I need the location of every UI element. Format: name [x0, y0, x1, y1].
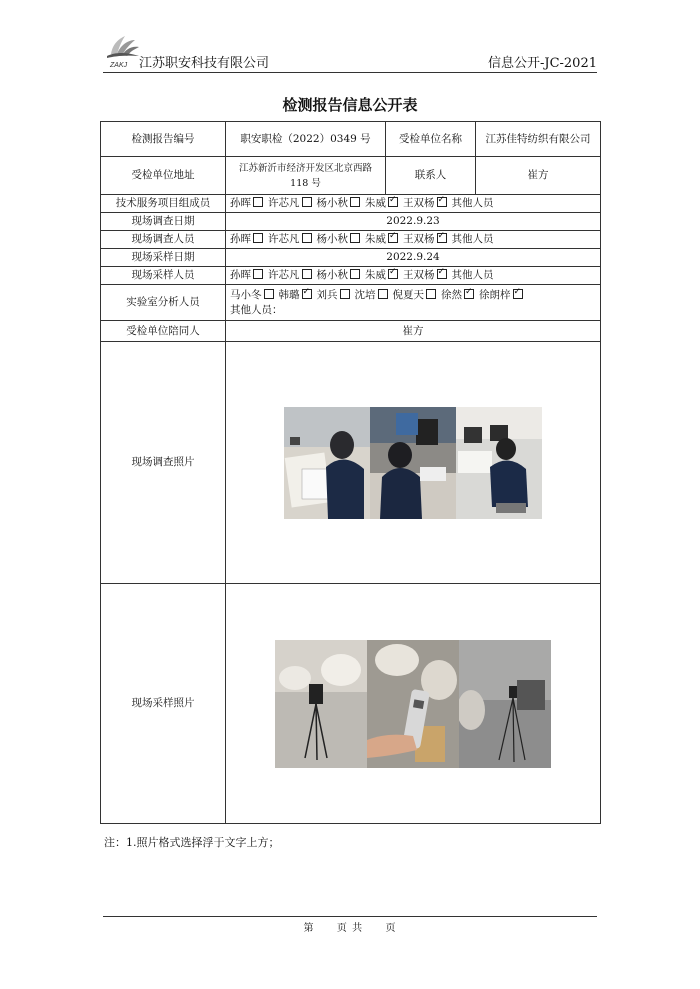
sampling-photo-3 [459, 640, 551, 768]
staff-name: 杨小秋 [316, 197, 348, 209]
staff-entry [317, 269, 366, 281]
staff-entry [317, 233, 366, 245]
sampling-date: 2022.9.24 [226, 249, 601, 267]
staff-name: 孙晖 [230, 269, 251, 281]
staff-name: 许芯凡 [268, 233, 300, 245]
sampling-photo-2 [367, 640, 459, 768]
report-no: 职安职检（2022）0349 号 [226, 122, 386, 157]
staff-name: 杨小秋 [316, 233, 348, 245]
staff-entry [441, 289, 479, 301]
footer-pages: 页 [385, 923, 397, 934]
footnote: 注：1.照片格式选择浮于文字上方； [104, 836, 280, 849]
staff-name: 朱威 [365, 233, 386, 245]
survey-photo-2 [370, 407, 456, 519]
checked-box-icon [437, 233, 447, 243]
staff-entry [279, 289, 317, 301]
checked-box-icon [388, 197, 398, 207]
info-table [100, 121, 601, 824]
checked-box-icon [388, 269, 398, 279]
staff-entry [452, 197, 494, 209]
sampling-photos [226, 584, 601, 824]
staff-entry [355, 289, 393, 301]
staff-entry [230, 269, 268, 281]
logo-text: ZAKJ [110, 62, 128, 69]
unchecked-box-icon [302, 233, 312, 243]
unchecked-box-icon [378, 289, 388, 299]
lab-staff-list [230, 288, 596, 303]
survey-photo-3 [456, 407, 542, 519]
unchecked-box-icon [426, 289, 436, 299]
unchecked-box-icon [253, 269, 263, 279]
page-title: 检测报告信息公开表 [282, 96, 418, 114]
escort: 崔方 [226, 321, 601, 342]
unchecked-box-icon [302, 197, 312, 207]
staff-entry [403, 269, 452, 281]
staff-entry [393, 289, 442, 301]
staff-entry [268, 269, 317, 281]
survey-date: 2022.9.23 [226, 213, 601, 231]
contact: 崔方 [476, 157, 601, 195]
lab-label: 实验室分析人员 [101, 285, 226, 321]
client-label: 受检单位名称 [386, 122, 476, 157]
contact-label: 联系人 [386, 157, 476, 195]
document-code: 信息公开-JC-2021 [487, 56, 597, 71]
team-label: 技术服务项目组成员 [101, 195, 226, 213]
checked-box-icon [513, 289, 523, 299]
unchecked-box-icon [253, 197, 263, 207]
address: 江苏新沂市经济开发区北京西路 118 号 [226, 157, 386, 195]
staff-entry [230, 289, 279, 301]
sampling-photo-row [230, 640, 596, 768]
staff-name: 孙晖 [230, 197, 251, 209]
address-label: 受检单位地址 [101, 157, 226, 195]
survey-photo-1 [284, 407, 370, 519]
staff-name: 马小冬 [230, 288, 262, 301]
team-members [226, 195, 601, 213]
staff-name: 沈培 [354, 288, 376, 301]
checked-box-icon [302, 289, 312, 299]
staff-entry [230, 197, 268, 209]
survey-photo-row [230, 407, 596, 519]
staff-entry [403, 197, 452, 209]
footer-divider [103, 916, 597, 917]
survey-photos [226, 342, 601, 584]
checked-box-icon [464, 289, 474, 299]
staff-name: 王双杨 [403, 197, 435, 209]
survey-photo-label: 现场调查照片 [101, 342, 226, 584]
survey-date-label: 现场调查日期 [101, 213, 226, 231]
staff-name: 倪夏天 [392, 288, 424, 301]
staff-name: 孙晖 [230, 233, 251, 245]
sampling-photo-1 [275, 640, 367, 768]
client-name: 江苏佳特纺织有限公司 [476, 122, 601, 157]
survey-staff [226, 231, 601, 249]
unchecked-box-icon [350, 269, 360, 279]
staff-entry [317, 289, 355, 301]
sampling-staff [226, 267, 601, 285]
staff-name: 其他人员 [451, 269, 494, 281]
staff-name: 朱威 [365, 269, 386, 281]
staff-entry [230, 233, 268, 245]
unchecked-box-icon [302, 269, 312, 279]
staff-entry [268, 197, 317, 209]
company-logo [103, 32, 143, 70]
staff-entry [365, 197, 403, 209]
staff-name: 许芯凡 [268, 269, 300, 281]
page-footer [0, 919, 700, 934]
staff-entry [479, 289, 528, 301]
staff-entry [452, 233, 494, 245]
staff-entry [268, 233, 317, 245]
footer-of: 页 共 [336, 923, 364, 934]
checked-box-icon [437, 269, 447, 279]
escort-label: 受检单位陪同人 [101, 321, 226, 342]
staff-name: 韩璐 [278, 288, 300, 301]
unchecked-box-icon [340, 289, 350, 299]
checked-box-icon [437, 197, 447, 207]
staff-name: 朱威 [365, 197, 386, 209]
staff-name: 杨小秋 [316, 269, 348, 281]
checked-box-icon [388, 233, 398, 243]
lab-other: 其他人员： [230, 303, 283, 316]
sampling-date-label: 现场采样日期 [101, 249, 226, 267]
footer-page: 第 [303, 923, 315, 934]
survey-staff-label: 现场调查人员 [101, 231, 226, 249]
unchecked-box-icon [350, 233, 360, 243]
sampling-staff-label: 现场采样人员 [101, 267, 226, 285]
staff-name: 徐朗梓 [479, 288, 511, 301]
staff-name: 王双杨 [403, 233, 435, 245]
sampling-photo-label: 现场采样照片 [101, 584, 226, 824]
unchecked-box-icon [264, 289, 274, 299]
staff-name: 王双杨 [403, 269, 435, 281]
staff-entry [317, 197, 366, 209]
report-no-label: 检测报告编号 [101, 122, 226, 157]
unchecked-box-icon [253, 233, 263, 243]
staff-name: 徐然 [441, 288, 462, 301]
staff-entry [403, 233, 452, 245]
staff-entry [365, 269, 403, 281]
staff-name: 刘兵 [316, 288, 338, 301]
company-name: 江苏职安科技有限公司 [139, 56, 270, 71]
staff-name: 其他人员 [451, 197, 494, 209]
staff-name: 其他人员 [451, 233, 494, 245]
unchecked-box-icon [350, 197, 360, 207]
staff-entry [365, 233, 403, 245]
staff-entry [452, 269, 494, 281]
staff-name: 许芯凡 [268, 197, 300, 209]
page-header [103, 30, 597, 73]
lab-staff [226, 285, 601, 321]
